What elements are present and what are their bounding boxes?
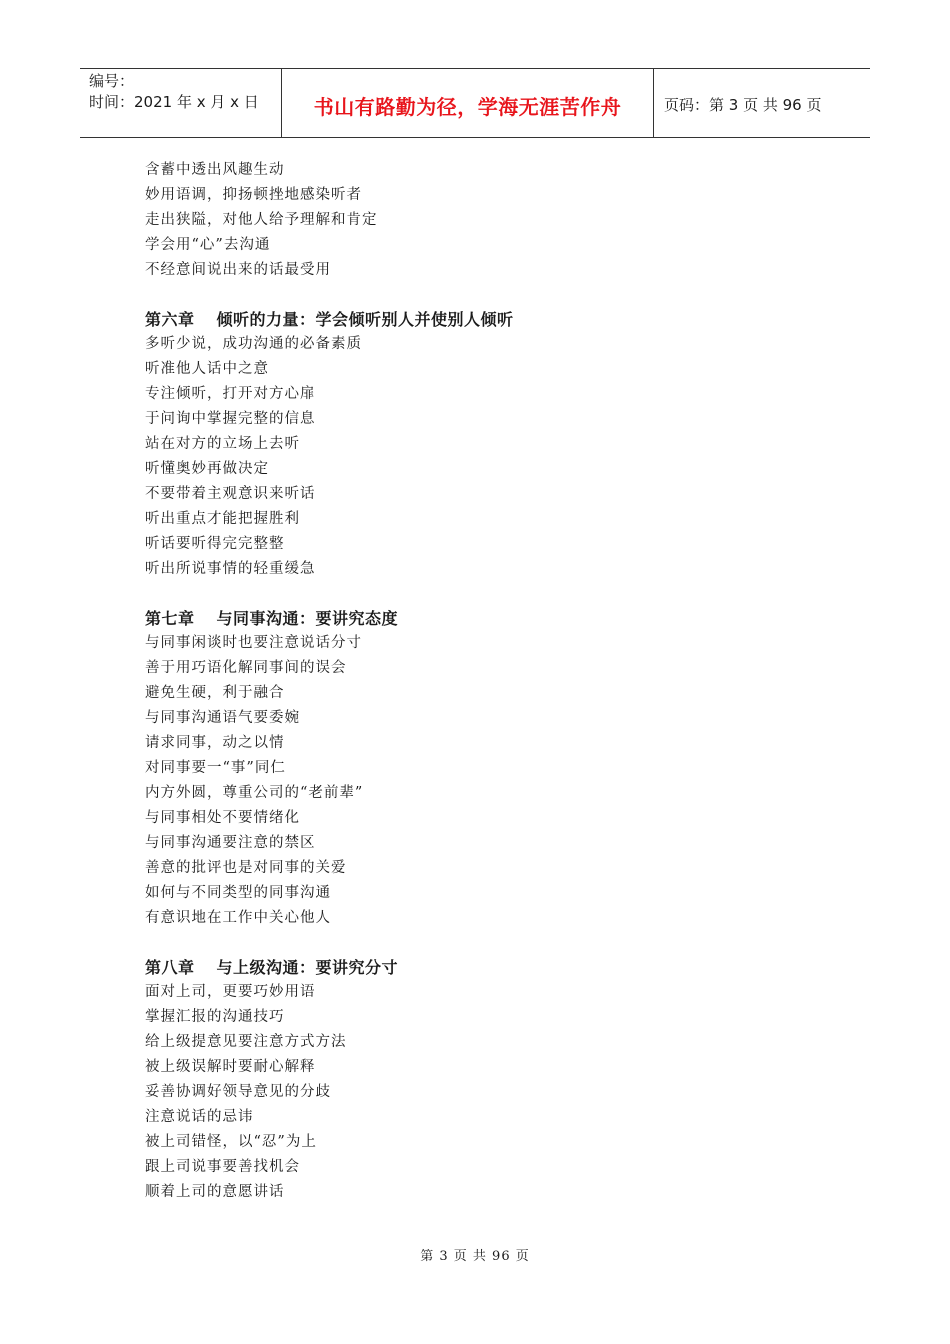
header-page-code: 页码：第 3 页 共 96 页 bbox=[664, 95, 822, 114]
list-item: 面对上司，更要巧妙用语 bbox=[145, 984, 316, 1000]
list-item: 如何与不同类型的同事沟通 bbox=[145, 885, 331, 901]
list-item: 有意识地在工作中关心他人 bbox=[145, 910, 331, 926]
chapter-heading bbox=[145, 307, 845, 332]
list-item: 不经意间说出来的话最受用 bbox=[145, 262, 331, 278]
list-item: 听出所说事情的轻重缓急 bbox=[145, 561, 316, 577]
document-date: 时间：2021 年 x 月 x 日 bbox=[89, 93, 259, 111]
list-item: 含蓄中透出风趣生动 bbox=[145, 162, 285, 178]
list-item: 善于用巧语化解同事间的误会 bbox=[145, 660, 347, 676]
list-item: 妥善协调好领导意见的分歧 bbox=[145, 1084, 331, 1100]
list-item: 请求同事，动之以情 bbox=[145, 735, 285, 751]
list-item: 跟上司说事要善找机会 bbox=[145, 1159, 300, 1175]
chapter-7-section bbox=[145, 606, 845, 931]
chapter-title: 与上级沟通：要讲究分寸 bbox=[216, 958, 399, 977]
list-item: 走出狭隘，对他人给予理解和肯定 bbox=[145, 212, 378, 228]
list-item: 多听少说，成功沟通的必备素质 bbox=[145, 336, 362, 352]
list-item: 善意的批评也是对同事的关爱 bbox=[145, 860, 347, 876]
chapter-number: 第七章 bbox=[145, 609, 195, 628]
chapter-8-section bbox=[145, 955, 845, 1205]
list-item: 与同事沟通要注意的禁区 bbox=[145, 835, 316, 851]
chapter-6-section bbox=[145, 307, 845, 582]
intro-section bbox=[145, 158, 845, 283]
document-number-label: 编号： bbox=[89, 72, 135, 90]
chapter-heading bbox=[145, 955, 845, 980]
list-item: 掌握汇报的沟通技巧 bbox=[145, 1009, 285, 1025]
chapter-title: 与同事沟通：要讲究态度 bbox=[216, 609, 399, 628]
list-item: 站在对方的立场上去听 bbox=[145, 436, 300, 452]
list-item: 听出重点才能把握胜利 bbox=[145, 511, 300, 527]
list-item: 专注倾听，打开对方心扉 bbox=[145, 386, 316, 402]
list-item: 顺着上司的意愿讲话 bbox=[145, 1184, 285, 1200]
list-item: 注意说话的忌讳 bbox=[145, 1109, 254, 1125]
list-item: 内方外圆，尊重公司的“老前辈” bbox=[145, 785, 364, 801]
list-item: 学会用“心”去沟通 bbox=[145, 237, 271, 253]
page-header bbox=[80, 68, 870, 138]
chapter-title: 倾听的力量：学会倾听别人并使别人倾听 bbox=[216, 310, 514, 329]
list-item: 与同事闲谈时也要注意说话分寸 bbox=[145, 635, 362, 651]
header-meta bbox=[80, 69, 282, 137]
list-item: 妙用语调，抑扬顿挫地感染听者 bbox=[145, 187, 362, 203]
list-item: 与同事沟通语气要委婉 bbox=[145, 710, 300, 726]
header-motto: 书山有路勤为径，学海无涯苦作舟 bbox=[313, 94, 622, 119]
list-item: 被上级误解时要耐心解释 bbox=[145, 1059, 316, 1075]
list-item: 避免生硬，利于融合 bbox=[145, 685, 285, 701]
list-item: 被上司错怪，以“忍”为上 bbox=[145, 1134, 317, 1150]
list-item: 对同事要一“事”同仁 bbox=[145, 760, 286, 776]
list-item: 听话要听得完完整整 bbox=[145, 536, 285, 552]
header-motto-cell bbox=[282, 69, 654, 137]
document-body bbox=[145, 158, 845, 1205]
list-item: 不要带着主观意识来听话 bbox=[145, 486, 316, 502]
chapter-number: 第八章 bbox=[145, 958, 195, 977]
list-item: 听懂奥妙再做决定 bbox=[145, 461, 269, 477]
list-item: 与同事相处不要情绪化 bbox=[145, 810, 300, 826]
list-item: 于问询中掌握完整的信息 bbox=[145, 411, 316, 427]
chapter-heading bbox=[145, 606, 845, 631]
list-item: 听准他人话中之意 bbox=[145, 361, 269, 377]
page-footer: 第 3 页 共 96 页 bbox=[420, 1249, 530, 1264]
header-page-code-cell bbox=[654, 69, 870, 137]
chapter-number: 第六章 bbox=[145, 310, 195, 329]
list-item: 给上级提意见要注意方式方法 bbox=[145, 1034, 347, 1050]
